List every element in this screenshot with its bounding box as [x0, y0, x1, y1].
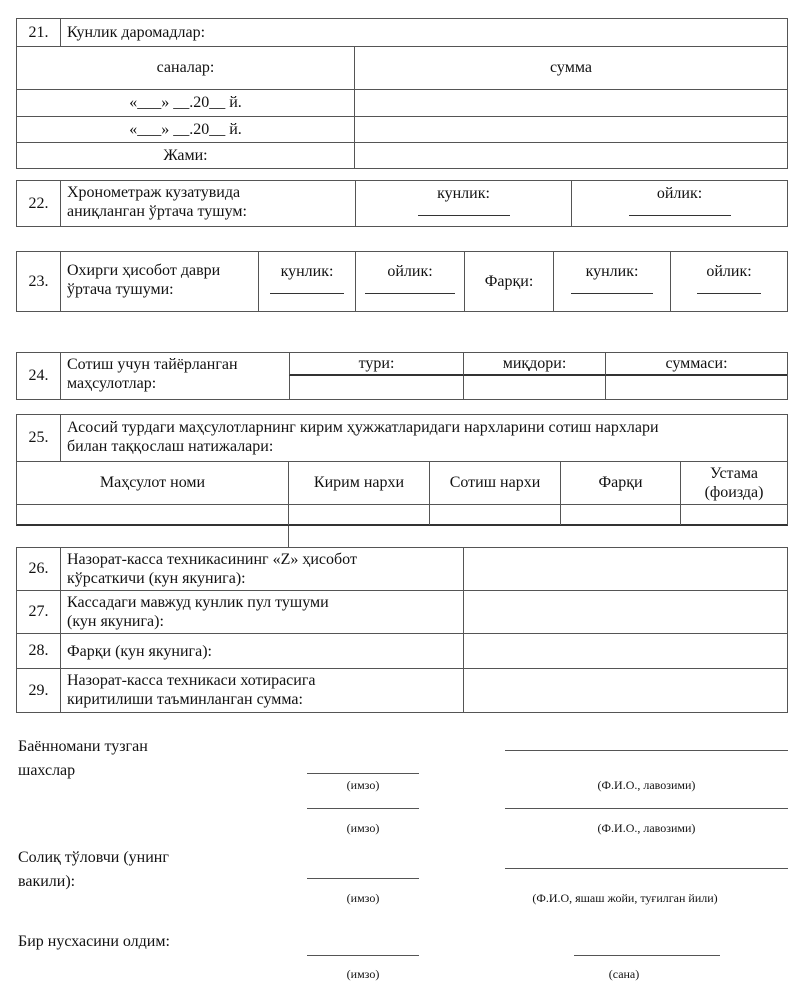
section-23-monthly-label: ойлик: [387, 263, 433, 280]
section-22-monthly-label: ойлик: [656, 185, 703, 202]
taxpayer-line2: вакили): [18, 873, 76, 890]
col-header-type: тури: [289, 353, 463, 376]
section-23-title-line2: ўртача тушуми: [67, 281, 174, 298]
section-23-daily-blank[interactable] [270, 293, 344, 294]
section-22-daily-cell[interactable] [355, 181, 571, 226]
markup-cell[interactable] [681, 505, 787, 525]
copy-date-line[interactable] [574, 955, 720, 956]
sum-cell-1[interactable] [355, 90, 787, 117]
section-24-table [16, 352, 788, 400]
row-29-label [67, 671, 457, 709]
col-header-purchase-price: Кирим нархи [289, 462, 430, 505]
signature-line-2[interactable] [307, 808, 419, 809]
type-cell[interactable] [289, 376, 463, 399]
row-27-value[interactable] [463, 591, 787, 633]
name-position-caption-1: (Ф.И.О., лавозими) [597, 778, 696, 792]
sale-price-cell[interactable] [430, 505, 561, 525]
row-28-value[interactable] [463, 634, 787, 668]
section-25-table [16, 414, 788, 526]
col-header-markup [681, 462, 787, 505]
section-23-diff-daily-cell[interactable] [553, 252, 670, 311]
row-27-number: 27. [17, 591, 61, 633]
taxpayer-name-line[interactable] [505, 868, 788, 869]
section-22-number: 22. [17, 181, 61, 226]
row-26-label-line2: кўрсаткичи (кун якунига): [67, 570, 246, 587]
taxpayer-label [18, 846, 169, 894]
section-22-daily-label: кунлик: [437, 185, 490, 202]
col-header-amount: суммаси: [605, 353, 787, 376]
product-name-cell[interactable] [17, 505, 289, 525]
signature-caption-2: (имзо) [346, 821, 380, 835]
quantity-cell[interactable] [463, 376, 605, 399]
col-header-quantity: миқдори: [463, 353, 605, 376]
col-header-markup-line2: (фоизда) [704, 484, 764, 501]
signature-caption-1: (имзо) [346, 778, 380, 792]
taxpayer-name-caption: (Ф.И.О, яшаш жойи, туғилган йили) [532, 891, 718, 905]
section-25-title-line2: билан таққослаш натижалари: [67, 438, 274, 455]
section-25-number: 25. [17, 415, 61, 462]
row-29-label-line1: Назорат-касса техникаси хотирасига [67, 672, 316, 689]
section-22-monthly-blank[interactable] [629, 215, 731, 216]
col-header-sum: сумма [355, 47, 787, 90]
col-header-difference: Фарқи [561, 462, 681, 505]
stray-divider [288, 526, 289, 548]
section-22-daily-blank[interactable] [418, 215, 510, 216]
row-26-value[interactable] [463, 548, 787, 590]
section-24-title [67, 355, 287, 393]
section-23-diff-monthly-label: ойлик: [706, 263, 752, 280]
section-24-number: 24. [17, 353, 61, 399]
name-position-line-2[interactable] [505, 808, 788, 809]
row-28-label: Фарқи (кун якунига): [67, 643, 212, 660]
row-27-label-line2: (кун якунига): [67, 613, 164, 630]
row-27-label-line1: Кассадаги мавжуд кунлик пул тушуми [67, 594, 329, 611]
section-24-title-line2: маҳсулотлар: [67, 375, 157, 392]
row-29-number: 29. [17, 669, 61, 712]
col-header-markup-line1: Устама [710, 465, 758, 482]
copy-date-caption: (сана) [608, 967, 640, 981]
total-label: Жами: [17, 143, 355, 168]
section-25-title-line1: Асосий турдаги маҳсулотларнинг кирим ҳужжатларидаги нархларини сотиш нархлари [67, 419, 659, 436]
section-22-title-line1: Хронометраж кузатувида [67, 184, 241, 201]
date-row-2[interactable]: «___» __.20__ й. [17, 117, 355, 143]
row-29 [17, 669, 787, 712]
row-28 [17, 634, 787, 669]
section-23-monthly-cell[interactable] [355, 252, 464, 311]
section-26-29-table [16, 547, 788, 713]
section-21-table [16, 18, 788, 169]
taxpayer-signature-line[interactable] [307, 878, 419, 879]
section-22-title-line2: аниқланган ўртача тушум: [67, 203, 247, 220]
section-24-title-line1: Сотиш учун тайёрланган [67, 356, 238, 373]
name-position-line-1[interactable] [505, 750, 788, 751]
row-26-label-line1: Назорат-касса техникасининг «Z» ҳисобот [67, 551, 357, 568]
section-23-title [67, 261, 267, 299]
section-23-daily-label: кунлик: [280, 263, 334, 280]
section-23-diff-monthly-blank[interactable] [697, 293, 761, 294]
section-21-title: Кунлик даромадлар: [61, 19, 787, 47]
row-27 [17, 591, 787, 634]
taxpayer-line1: Солиқ тўловчи (унинг [18, 849, 169, 866]
section-23-table [16, 251, 788, 312]
copy-signature-caption: (имзо) [346, 967, 380, 981]
section-23-diff-daily-blank[interactable] [571, 293, 653, 294]
section-23-diff-daily-label: кунлик: [585, 263, 639, 280]
row-26 [17, 548, 787, 591]
section-23-diff-monthly-cell[interactable] [670, 252, 787, 311]
col-header-dates: саналар: [17, 47, 355, 90]
compiled-by-label [18, 735, 148, 783]
col-header-sale-price: Сотиш нархи [430, 462, 561, 505]
section-22-table [16, 180, 788, 227]
taxpayer-signature-caption: (имзо) [346, 891, 380, 905]
name-position-caption-2: (Ф.И.О., лавозими) [597, 821, 696, 835]
section-23-daily-cell[interactable] [258, 252, 355, 311]
row-26-number: 26. [17, 548, 61, 590]
compiled-by-line2: шахслар [18, 762, 76, 779]
copy-received-label: Бир нусхасини олдим: [18, 933, 170, 950]
section-23-monthly-blank[interactable] [365, 293, 455, 294]
section-23-title-line1: Охирги ҳисобот даври [67, 262, 221, 279]
section-22-title [67, 183, 357, 221]
sum-cell-2[interactable] [355, 117, 787, 143]
section-23-difference-label: Фарқи: [464, 252, 553, 311]
purchase-price-cell[interactable] [289, 505, 430, 525]
date-row-1[interactable]: «___» __.20__ й. [17, 90, 355, 117]
row-27-label [67, 593, 457, 631]
row-26-label [67, 550, 457, 588]
difference-cell[interactable] [561, 505, 681, 525]
compiled-by-line1: Баённомани тузган [18, 738, 148, 755]
row-29-label-line2: киритилиши таъминланган сумма: [67, 691, 303, 708]
row-29-value[interactable] [463, 669, 787, 712]
copy-signature-line[interactable] [307, 955, 419, 956]
section-23-number: 23. [17, 252, 61, 311]
total-sum-cell[interactable] [355, 143, 787, 168]
section-21-number: 21. [17, 19, 61, 47]
section-22-monthly-cell[interactable] [571, 181, 787, 226]
signature-line-1[interactable] [307, 773, 419, 774]
col-header-product-name: Маҳсулот номи [17, 462, 289, 505]
section-25-title [61, 415, 787, 462]
row-28-number: 28. [17, 634, 61, 668]
amount-cell[interactable] [605, 376, 787, 399]
